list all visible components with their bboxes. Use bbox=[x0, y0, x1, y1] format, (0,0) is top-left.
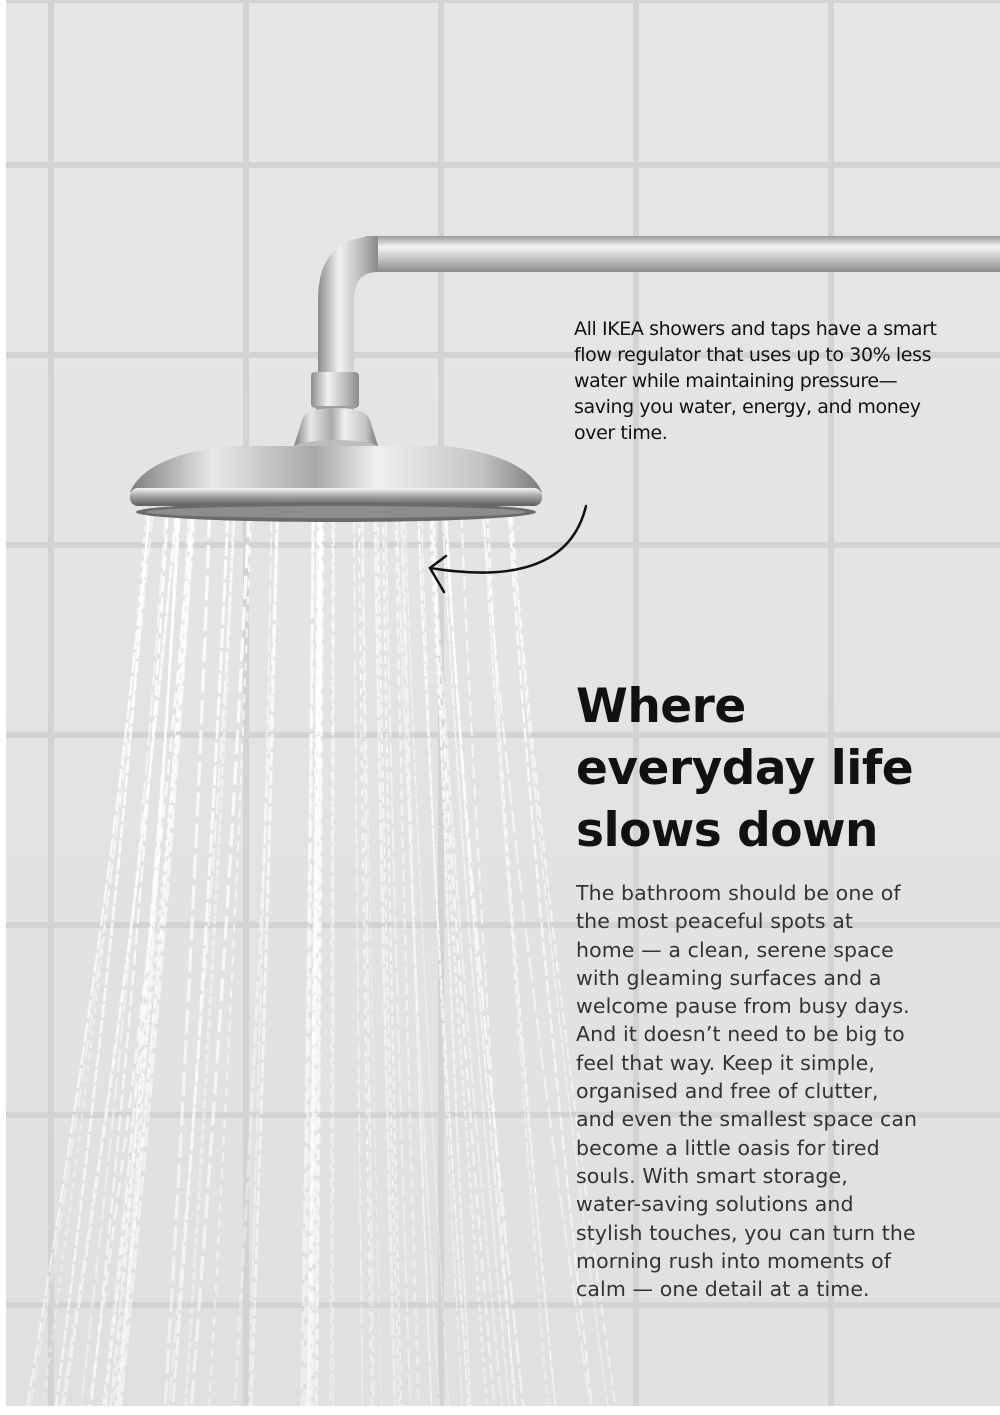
body-line: stylish touches, you can turn the bbox=[576, 1220, 916, 1245]
body-line: with gleaming surfaces and a bbox=[576, 965, 882, 990]
water-stream bbox=[362, 514, 374, 1406]
headline-line: everyday life bbox=[576, 741, 914, 796]
body-line: souls. With smart storage, bbox=[576, 1163, 848, 1188]
water-stream bbox=[397, 514, 440, 1406]
body-line: home — a clean, serene space bbox=[576, 937, 894, 962]
body-line: organised and free of clutter, bbox=[576, 1079, 879, 1104]
body-line: water-saving solutions and bbox=[576, 1192, 854, 1217]
page-headline bbox=[576, 676, 976, 862]
body-line: And it doesn’t need to be big to bbox=[576, 1022, 905, 1047]
body-line: feel that way. Keep it simple, bbox=[576, 1050, 875, 1075]
body-line: morning rush into moments of bbox=[576, 1248, 892, 1273]
water-stream bbox=[330, 514, 332, 1406]
water-stream bbox=[333, 514, 334, 1406]
water-streams bbox=[27, 514, 615, 1406]
body-line: the most peaceful spots at bbox=[576, 909, 854, 934]
water-stream bbox=[354, 514, 363, 1406]
body-line: calm — one detail at a time. bbox=[576, 1277, 870, 1302]
water-stream bbox=[422, 514, 463, 1406]
shower-head bbox=[130, 408, 542, 522]
flow-regulator-callout: All IKEA showers and taps have a smart flow regulator that uses up to 30% less water while maintaining pressure—saving you water, energy, and money over time. bbox=[574, 318, 937, 444]
body-line: become a little oasis for tired bbox=[576, 1135, 880, 1160]
body-line: The bathroom should be one of bbox=[576, 881, 901, 905]
body-paragraph bbox=[576, 879, 936, 1303]
headline-line: Where bbox=[576, 679, 746, 734]
water-stream bbox=[103, 514, 180, 1406]
water-stream bbox=[191, 514, 248, 1406]
headline-line: slows down bbox=[576, 803, 878, 858]
water-stream bbox=[403, 514, 431, 1406]
water-stream bbox=[462, 514, 515, 1406]
body-line: welcome pause from busy days. bbox=[576, 994, 910, 1019]
water-stream bbox=[209, 514, 251, 1406]
magazine-page bbox=[6, 0, 1000, 1406]
water-stream bbox=[186, 514, 234, 1406]
body-line: and even the smallest space can bbox=[576, 1107, 918, 1132]
